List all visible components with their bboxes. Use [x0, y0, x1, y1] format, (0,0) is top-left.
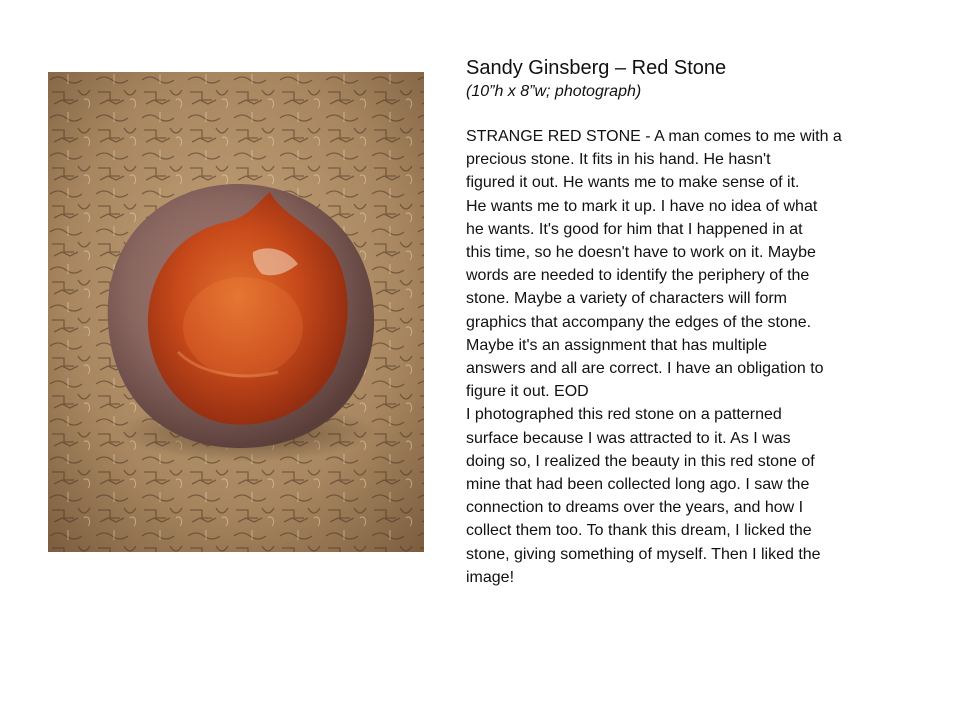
red-stone-photograph — [48, 72, 424, 552]
artwork-dimensions: (10”h x 8”w; photograph) — [466, 83, 642, 100]
description-line: Maybe it's an assignment that has multiple — [466, 336, 767, 354]
stone-photo-icon — [48, 72, 424, 552]
description-line: words are needed to identify the periphery of the — [466, 267, 810, 285]
description-line: this time, so he doesn't have to work on it. Maybe — [466, 244, 816, 262]
description-line: graphics that accompany the edges of the stone. — [466, 313, 812, 331]
description-line: I photographed this red stone on a patterned — [466, 406, 782, 424]
description-line: collect them too. To thank this dream, I licked the — [466, 522, 812, 540]
description-line: answers and all are correct. I have an obligation to — [466, 360, 824, 378]
description-line: connection to dreams over the years, and how I — [466, 499, 804, 517]
text-column — [466, 55, 926, 589]
description-line: image! — [466, 568, 515, 586]
description-line: precious stone. It fits in his hand. He hasn't — [466, 151, 771, 169]
artwork-title: Sandy Ginsberg – Red Stone — [466, 57, 727, 79]
description-line: he wants. It's good for him that I happened in at — [466, 220, 803, 238]
description-line: figure it out. EOD — [466, 383, 589, 401]
artwork-description — [466, 125, 926, 589]
description-line: He wants me to mark it up. I have no idea of what — [466, 197, 818, 215]
description-line: stone. Maybe a variety of characters will form — [466, 290, 788, 308]
description-line: doing so, I realized the beauty in this red stone of — [466, 452, 815, 470]
description-line: surface because I was attracted to it. As I was — [466, 429, 791, 447]
description-line: STRANGE RED STONE - A man comes to me with a — [466, 128, 842, 145]
description-line: figured it out. He wants me to make sense of it. — [466, 174, 800, 192]
description-line: stone, giving something of myself. Then I liked the — [466, 545, 821, 563]
description-line: mine that had been collected long ago. I saw the — [466, 476, 810, 494]
